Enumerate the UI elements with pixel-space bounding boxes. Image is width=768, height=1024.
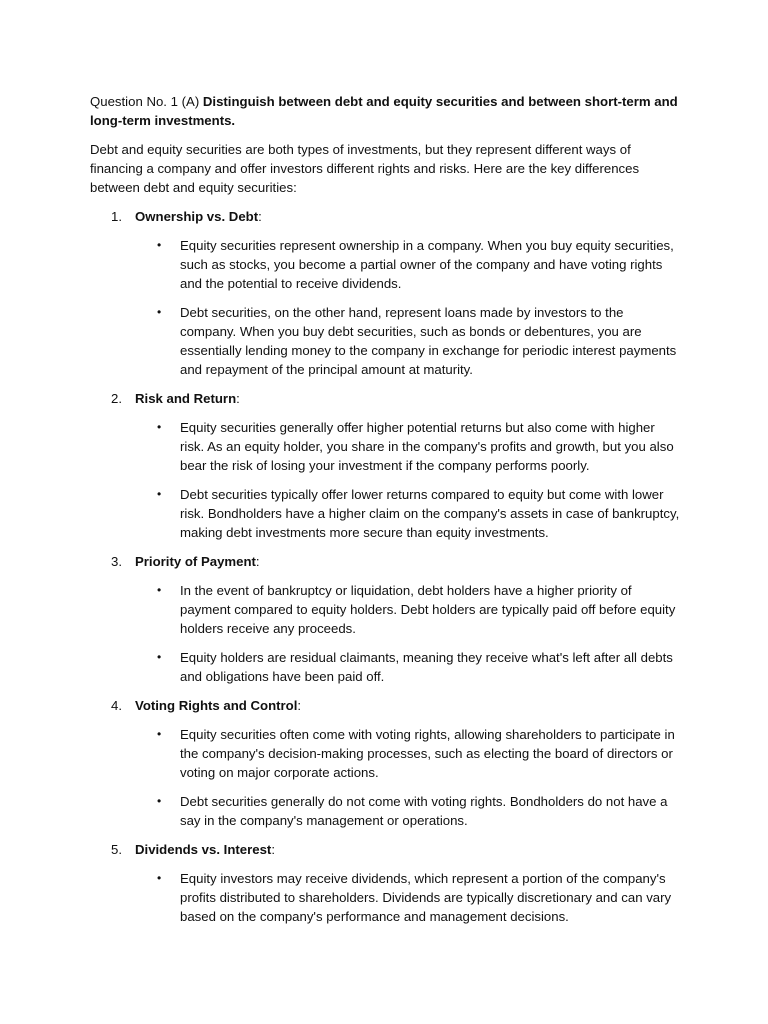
bullet-text: Equity securities often come with voting rights, allowing shareholders to participate in the company's decision-making processes, such as electing the board of directors or voting on major corporate actions. <box>180 727 675 780</box>
bullet-dot-icon: • <box>157 487 162 501</box>
bullet-dot-icon: • <box>157 238 162 252</box>
point-heading: Voting Rights and Control: <box>135 698 302 713</box>
bullet-list <box>135 581 680 686</box>
point-item <box>90 207 680 379</box>
bullet-text: In the event of bankruptcy or liquidation, debt holders have a higher priority of payment compared to equity holders. Debt holders are typically paid off before equity holders receive any proceeds. <box>180 583 676 636</box>
bullet-item <box>135 869 680 926</box>
bullet-list <box>135 418 680 542</box>
bullet-item <box>135 581 680 638</box>
point-item <box>90 389 680 542</box>
bullet-dot-icon: • <box>157 650 162 664</box>
bullet-item <box>135 485 680 542</box>
bullet-item <box>135 418 680 475</box>
point-number: 3. <box>111 554 122 569</box>
bullet-text: Equity securities represent ownership in a company. When you buy equity securities, such as stocks, you become a partial owner of the company and have voting rights and the potential to receive dividends. <box>180 238 674 291</box>
point-number: 5. <box>111 842 122 857</box>
bullet-item <box>135 725 680 782</box>
question-heading <box>90 92 680 130</box>
intro-paragraph: Debt and equity securities are both types of investments, but they represent different ways of financing a company and offer investors different rights and risks. Here are the key differences between debt and equity securities: <box>90 142 640 195</box>
bullet-text: Debt securities generally do not come with voting rights. Bondholders do not have a say in the company's management or operations. <box>180 794 668 828</box>
point-item <box>90 840 680 926</box>
point-item <box>90 552 680 686</box>
point-number: 2. <box>111 391 122 406</box>
point-number: 1. <box>111 209 122 224</box>
document-content <box>90 92 680 936</box>
bullet-dot-icon: • <box>157 305 162 319</box>
bullet-dot-icon: • <box>157 871 162 885</box>
points-list <box>90 207 680 926</box>
bullet-text: Debt securities, on the other hand, represent loans made by investors to the company. When you buy debt securities, such as bonds or debentures, you are essentially lending money to the company in exchange for periodic interest payments and repayment of the principal amount at maturity. <box>180 305 677 377</box>
point-heading-text: Risk and Return <box>135 391 237 406</box>
bullet-item <box>135 236 680 293</box>
point-heading-text: Ownership vs. Debt <box>135 209 259 224</box>
bullet-text: Equity securities generally offer higher potential returns but also come with higher risk. As an equity holder, you share in the company's profits and growth, but you also bear the risk of losing your investment if the company performs poorly. <box>180 420 674 473</box>
point-heading: Dividends vs. Interest: <box>135 842 275 857</box>
bullet-dot-icon: • <box>157 794 162 808</box>
bullet-list <box>135 236 680 379</box>
bullet-list <box>135 725 680 830</box>
bullet-text: Debt securities typically offer lower returns compared to equity but come with lower risk. Bondholders have a higher claim on the company's assets in case of bankruptcy, making debt investments more secure than equity investments. <box>180 487 680 540</box>
bullet-item <box>135 648 680 686</box>
bullet-item <box>135 792 680 830</box>
bullet-dot-icon: • <box>157 420 162 434</box>
point-heading-text: Dividends vs. Interest <box>135 842 272 857</box>
bullet-dot-icon: • <box>157 727 162 741</box>
point-heading-text: Priority of Payment <box>135 554 256 569</box>
point-heading: Risk and Return: <box>135 391 240 406</box>
point-number: 4. <box>111 698 122 713</box>
bullet-text: Equity holders are residual claimants, meaning they receive what's left after all debts and obligations have been paid off. <box>180 650 673 684</box>
point-item <box>90 696 680 830</box>
bullet-dot-icon: • <box>157 583 162 597</box>
point-heading-text: Voting Rights and Control <box>135 698 298 713</box>
bullet-item <box>135 303 680 379</box>
bullet-list <box>135 869 680 926</box>
question-prefix: Question No. 1 (A) <box>90 94 203 109</box>
point-heading: Priority of Payment: <box>135 554 260 569</box>
question-title: Distinguish between debt and equity securities and between short-term and long-term investments. <box>90 94 678 128</box>
point-heading: Ownership vs. Debt: <box>135 209 262 224</box>
bullet-text: Equity investors may receive dividends, which represent a portion of the company's profits distributed to shareholders. Dividends are typically discretionary and can vary based on the company's performance and management decisions. <box>180 871 672 924</box>
